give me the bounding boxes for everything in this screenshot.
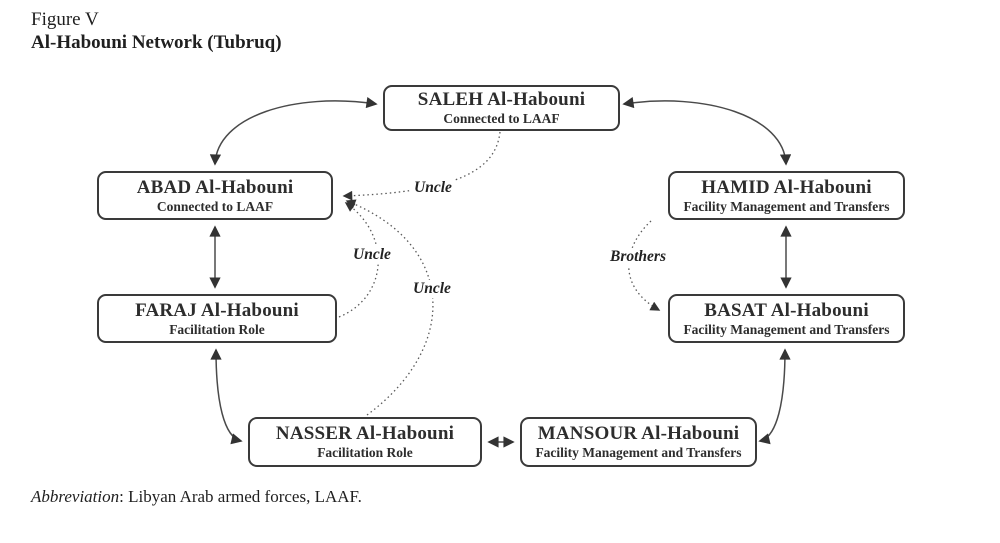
edge-basat-mansour [760,350,785,441]
edge-faraj-nasser [216,350,241,441]
node-hamid [668,171,905,220]
node-basat [668,294,905,343]
node-mansour-name: MANSOUR Al-Habouni [537,423,740,444]
edge-uncle-nasser-abad [347,201,433,415]
node-nasser-role: Facilitation Role [317,445,413,460]
node-saleh [383,85,620,131]
node-saleh-role: Connected to LAAF [443,111,560,126]
node-nasser [248,417,482,467]
edge-label-uncle-mid: Uncle [350,246,394,264]
node-faraj [97,294,337,343]
edge-saleh-abad [215,101,376,164]
node-nasser-name: NASSER Al-Habouni [275,423,455,444]
node-hamid-role: Facility Management and Transfers [683,198,890,214]
edge-saleh-hamid [624,101,786,164]
node-abad-name: ABAD Al-Habouni [136,176,294,198]
figure-title: Al-Habouni Network (Tubruq) [31,32,282,53]
edge-label-brothers: Brothers [607,248,669,266]
edge-label-uncle-low: Uncle [410,280,454,298]
edge-label-uncle-top: Uncle [411,179,455,197]
node-hamid-name: HAMID Al-Habouni [701,176,872,198]
node-basat-role: Facility Management and Transfers [683,321,890,337]
node-abad [97,171,333,220]
node-mansour [520,417,757,467]
node-abad-role: Connected to LAAF [156,198,274,214]
abbreviation-text: : Libyan Arab armed forces, LAAF. [119,487,362,506]
node-faraj-role: Facilitation Role [169,321,265,337]
figure-label: Figure V [31,9,99,30]
node-faraj-name: FARAJ Al-Habouni [135,299,299,321]
node-mansour-role: Facility Management and Transfers [535,445,742,460]
node-basat-name: BASAT Al-Habouni [704,299,869,321]
abbreviation-term: Abbreviation [31,487,120,506]
node-saleh-name: SALEH Al-Habouni [417,89,586,110]
